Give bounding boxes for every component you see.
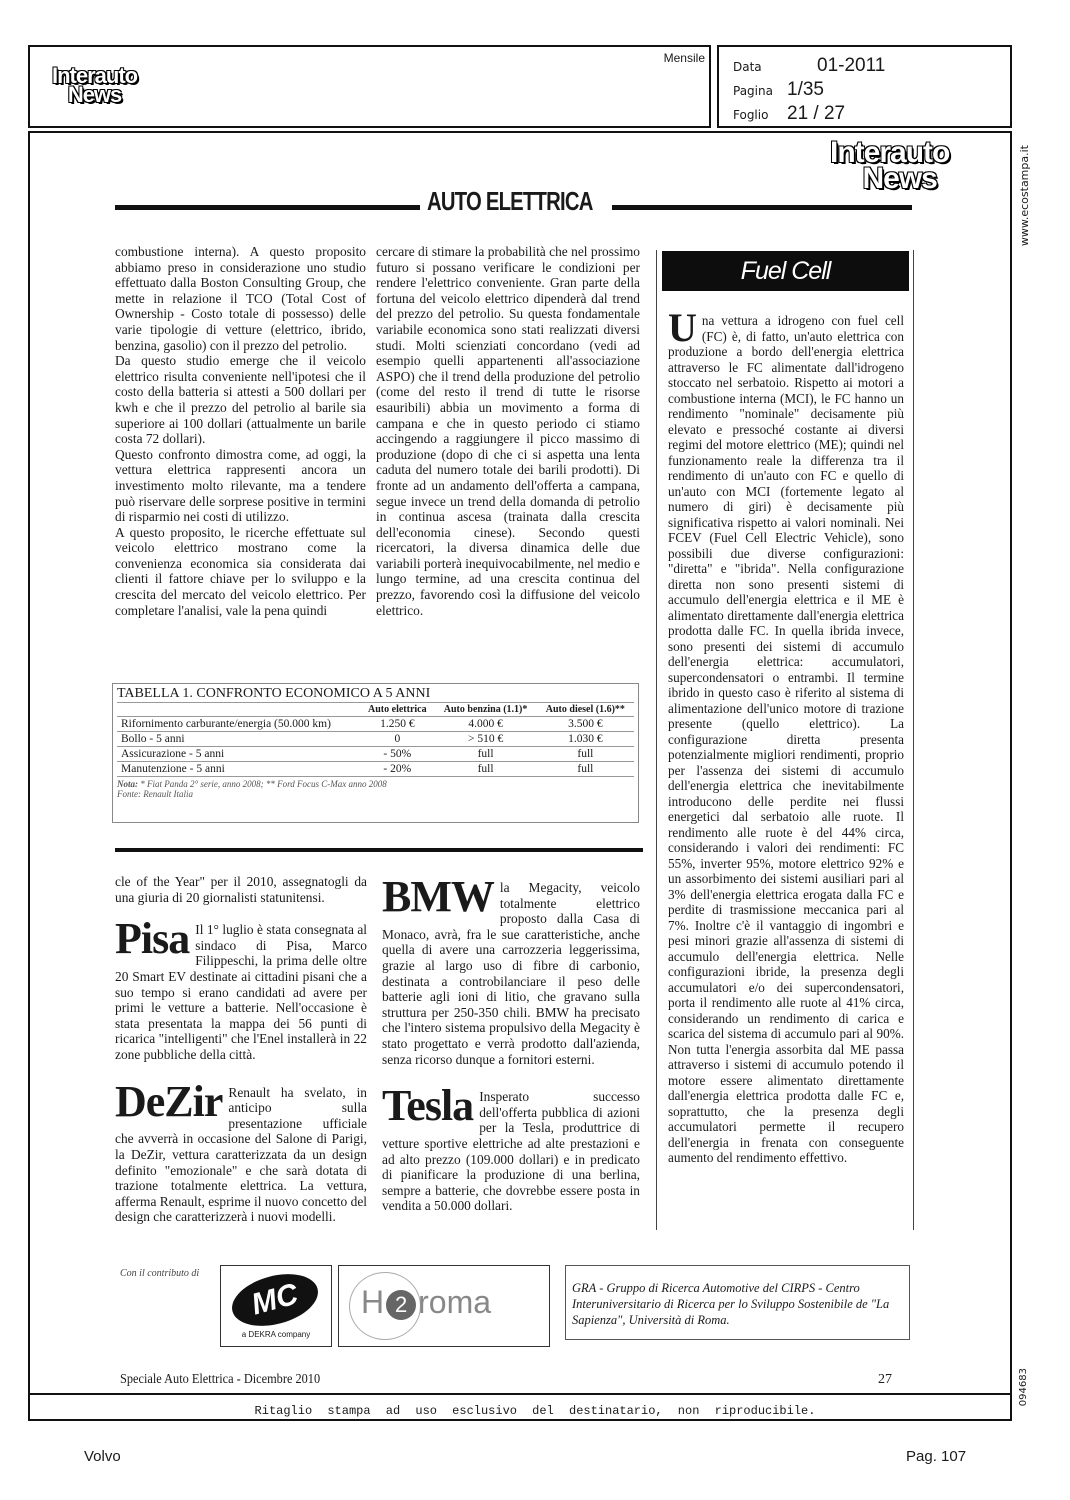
- side-code: 094683: [1018, 1368, 1029, 1407]
- periodicity: Mensile: [663, 51, 705, 65]
- h2roma-logo-box: [338, 1265, 550, 1347]
- news-item-dezir: DeZir Renault ha svelato, in anticipo sulla presentazione ufficiale che avverrà in occasione del Salone di Parigi, la DeZir, vettura caratterizzata da un design definito "emozionale" e che sarà dotata di trazione totalmente elettrica. La vettura, afferma Renault, esprime il nuovo concetto del design che caratterizzerà i nuovi modelli.: [115, 1076, 367, 1225]
- article-column-1: [115, 244, 366, 618]
- page-label: Pag. 107: [906, 1448, 967, 1465]
- news-cap: Tesla: [382, 1081, 474, 1131]
- paragraph: A questo proposito, le ricerche effettuate sul veicolo elettrico mostrano come la convenienza economica sia considerata dai clienti il fattore chiave per lo sviluppo e la crescita del mercato del veicolo elettrico. Per completare l'analisi, vale la pena quindi: [115, 524, 366, 618]
- mc-subtitle: a DEKRA company: [241, 1330, 311, 1339]
- sponsor-label: Con il contributo di: [120, 1268, 200, 1279]
- fuel-cell-dropcap: U: [668, 305, 697, 350]
- table-source: Fonte: Renault Italia: [117, 789, 193, 799]
- paragraph: Questo confronto dimostra come, ad oggi, la vettura elettrica rappresenti ancora un investimento molto rilevante, ma a tendere può riservare delle sorprese positive in termini di risparmio nei costi di utilizzo.: [115, 446, 366, 525]
- field-data: Data 01-2011: [733, 55, 886, 76]
- header-left-box: [28, 45, 711, 128]
- page-number: 27: [878, 1372, 892, 1387]
- news-item-pisa: Pisa Il 1° luglio è stata consegnata al sindaco di Pisa, Marco Filippeschi, la prima delle oltre 20 Smart EV destinate ai cittadini pisani che a suo tempo si erano candidati ad avere per primi le vetture a batterie. Nell'occasione è stata presentata la mappa dei 56 punti di ricarica "intelligenti" che l'Enel installerà in 22 zone pubbliche della città.: [115, 914, 367, 1062]
- table-note: Nota: * Fiat Panda 2° serie, anno 2008; ** Ford Focus C-Max anno 2008: [117, 779, 387, 789]
- news-item-tesla: Tesla Insperato successo dell'offerta pubblica di azioni per la Tesla, produttrice di vetture sportive elettriche ad alte prestazioni e ad alto prezzo (109.000 dollari) e in predicato di pianificare la produzione di una berlina, sempre a batterie, che dovrebbe essere posta in vendita a 50.000 dollari.: [382, 1081, 640, 1214]
- gra-box: [565, 1265, 910, 1340]
- h2roma-logo: H 2 roma: [361, 1284, 492, 1320]
- comparison-table: [112, 683, 639, 823]
- table-body: [117, 703, 634, 777]
- header-right-box: [717, 45, 1012, 128]
- interauto-news-logo-small: Interauto News: [52, 63, 138, 107]
- clipping-divider: [28, 1393, 1012, 1395]
- mc-logo: MC: [226, 1265, 323, 1334]
- paragraph: Da questo studio emerge che il veicolo elettrico risulta conveniente nell'ipotesi che il costo della batteria si attesti a 500 dollari per kwh e che il prezzo del petrolio al barile sia superiore ai 100 dollari (attualmente un barile costa 72 dollari).: [115, 353, 366, 447]
- table-title: TABELLA 1. CONFRONTO ECONOMICO A 5 ANNI: [117, 686, 634, 703]
- news-item-bmw: BMW la Megacity, veicolo totalmente elettrico proposto dalla Casa di Monaco, avrà, fra le sue caratteristiche, anche quella di avere una carrozzeria leggerissima, grazie al largo uso di fibre di carbonio, destinata a controbilanciare il peso delle batterie agli ioni di litio, che gravano sulla struttura per 250-350 chili. BMW ha precisato che l'intero sistema propulsivo della Megacity è stato progettato e verrà prodotto dall'azienda, senza ricorso dunque a fornitori esterni.: [382, 872, 640, 1067]
- table-row: Assicurazione - 5 anni - 50% full full: [117, 747, 634, 762]
- news-column-right: [382, 872, 640, 1214]
- section-title: AUTO ELETTRICA: [427, 186, 593, 216]
- table-row: Bollo - 5 anni 0 > 510 € 1.030 €: [117, 732, 634, 747]
- news-divider-rule: [115, 848, 643, 852]
- field-pagina: Pagina 1/35: [733, 79, 824, 100]
- header-fields: [733, 55, 885, 127]
- gra-text: GRA - Gruppo di Ricerca Automotive del CIRPS - Centro Interuniversitario di Ricerca per lo Sviluppo Sostenibile de "La Sapienza", Università di Roma.: [572, 1281, 890, 1327]
- table-header-row: Auto elettrica Auto benzina (1.1)* Auto diesel (1.6)**: [117, 703, 634, 717]
- table-row: Rifornimento carburante/energia (50.000 km) 1.250 € 4.000 € 3.500 €: [117, 717, 634, 732]
- interauto-news-logo: Interauto News: [830, 136, 950, 195]
- fuel-cell-title: Fuel Cell: [740, 257, 831, 285]
- disclaimer: Ritaglio stampa ad uso esclusivo del destinatario, non riproducibile.: [254, 1404, 816, 1418]
- news-intro: cle of the Year" per il 2010, assegnatogli da una giuria di 20 giornalisti statunitensi.: [115, 874, 367, 905]
- client-name: Volvo: [84, 1448, 121, 1465]
- publication-footer: Speciale Auto Elettrica - Dicembre 2010: [120, 1372, 321, 1387]
- fuel-cell-text: Una vettura a idrogeno con fuel cell (FC) è, di fatto, un'auto elettrica con produzione a bordo dell'energia elettrica attraverso le FC alimentate dall'idrogeno stoccato nel serbatoio. Rispetto ai motori a combustione interna (MCI), le FC hanno un rendimento "nominale" decisamente più elevato e pressoché costante ai diversi regimi del motore elettrico (ME); quindi nel funzionamento reale la differenza tra il rendimento di un'auto con FC e quello di un'auto con MCI (fortemente legato al numero di giri) è decisamente più significativa rispetto ai valori nominali. Nei FCEV (Fuel Cell Electric Vehicle), sono possibili due diverse configurazioni: "diretta" e "ibrida". Nella configurazione diretta non sono presenti sistemi di accumulo dell'energia elettrica e il ME è alimentato direttamente dall'energia elettrica prodotta dalle FC. In quella ibrida invece, sono presenti dei sistemi di accumulo dell'energia elettrica: accumulatori, supercondensatori o entrambi. Il termine ibrido in questo caso è riferito al sistema di alimentazione dell'unico motore di trazione presente (quello elettrico). La configurazione diretta presenta potenzialmente migliori rendimenti, proprio per l'assenza dei sistemi di accumulo dell'energia elettrica che inevitabilmente introducono delle perdite nei flussi energetici dal serbatoio alle ruote. Il rendimento alle ruote è del 44% circa, considerando i valori dei rendimenti: FC 55%, inverter 95%, motore elettrico 92% e un assorbimento dei sistemi ausiliari pari al 3% dell'energia elettrica erogata dalla FC e perdite di trasmissione meccanica pari al 7%. Inoltre c'è il vantaggio di ingombri e pesi minori grazie all'assenza di sistemi di accumulo dell'energia elettrica. Nelle configurazioni ibride, la presenza degli accumulatori e/o dei supercondensatori, porta il rendimento alle ruote al 41% circa, considerando un rendimento di carica e scarica del sistema di accumulo pari al 90%. Non tutta l'energia assorbita dal ME passa attraverso i sistemi di accumulo potendo il motore essere alimentato direttamente dall'energia elettrica prodotta dalle FC e, soprattutto, che la presenza degli accumulatori permette il recupero dell'energia in frenata con conseguente aumento del rendimento effettivo.: [668, 305, 904, 1165]
- paragraph: cercare di stimare la probabilità che nel prossimo futuro si possano verificare le condizioni per rendere l'elettrico conveniente. Gran parte della fortuna del veicolo elettrico dipenderà dal trend del prezzo del petrolio. Su questa fondamentale variabile economica sono stati realizzati diversi studi. Molti scienziati concordano (vedi ad esempio quelli appartenenti all'associazione ASPO) che il trend della produzione del petrolio (come del resto il trend di tutte le risorse esauribili) abbia un movimento a forma di campana e che in questo periodo ci stiamo accingendo a raggiungere il picco massimo di produzione (dopo di che ci si aspetta una lenta caduta del numero totale dei barili prodotti). Di fronte ad un andamento dell'offerta a campana, segue invece un trend della domanda di petrolio in continua ascesa (trainata dalla crescita dell'economia cinese). Secondo questi ricercatori, la diversa dinamica delle due variabili porterà inequivocabilmente, nel medio e lungo termine, ad una crescita continua del prezzo, favorendo così la diffusione del veicolo elettrico.: [376, 244, 640, 618]
- article-column-2: [376, 244, 640, 618]
- fuel-cell-title-bar: [662, 251, 909, 291]
- news-cap: Pisa: [115, 914, 190, 964]
- news-cap: DeZir: [115, 1076, 223, 1126]
- table-row: Manutenzione - 5 anni - 20% full full: [117, 762, 634, 777]
- news-column-left: [115, 874, 367, 1225]
- news-cap: BMW: [382, 872, 494, 921]
- section-rule-left: [115, 205, 420, 210]
- paragraph: combustione interna). A questo proposito abbiamo preso in considerazione uno studio effettuato dalla Boston Consulting Group, che mette in relazione il TCO (Total Cost of Ownership - Costo totale di possesso) delle varie tipologie di vetture (elettrico, ibrido, benzina, gasolio) con il prezzo del petrolio.: [115, 244, 366, 353]
- mc-logo-box: [220, 1265, 332, 1347]
- field-foglio: Foglio 21 / 27: [733, 103, 846, 124]
- section-rule-right: [612, 205, 912, 210]
- side-url: www.ecostampa.it: [1018, 145, 1031, 247]
